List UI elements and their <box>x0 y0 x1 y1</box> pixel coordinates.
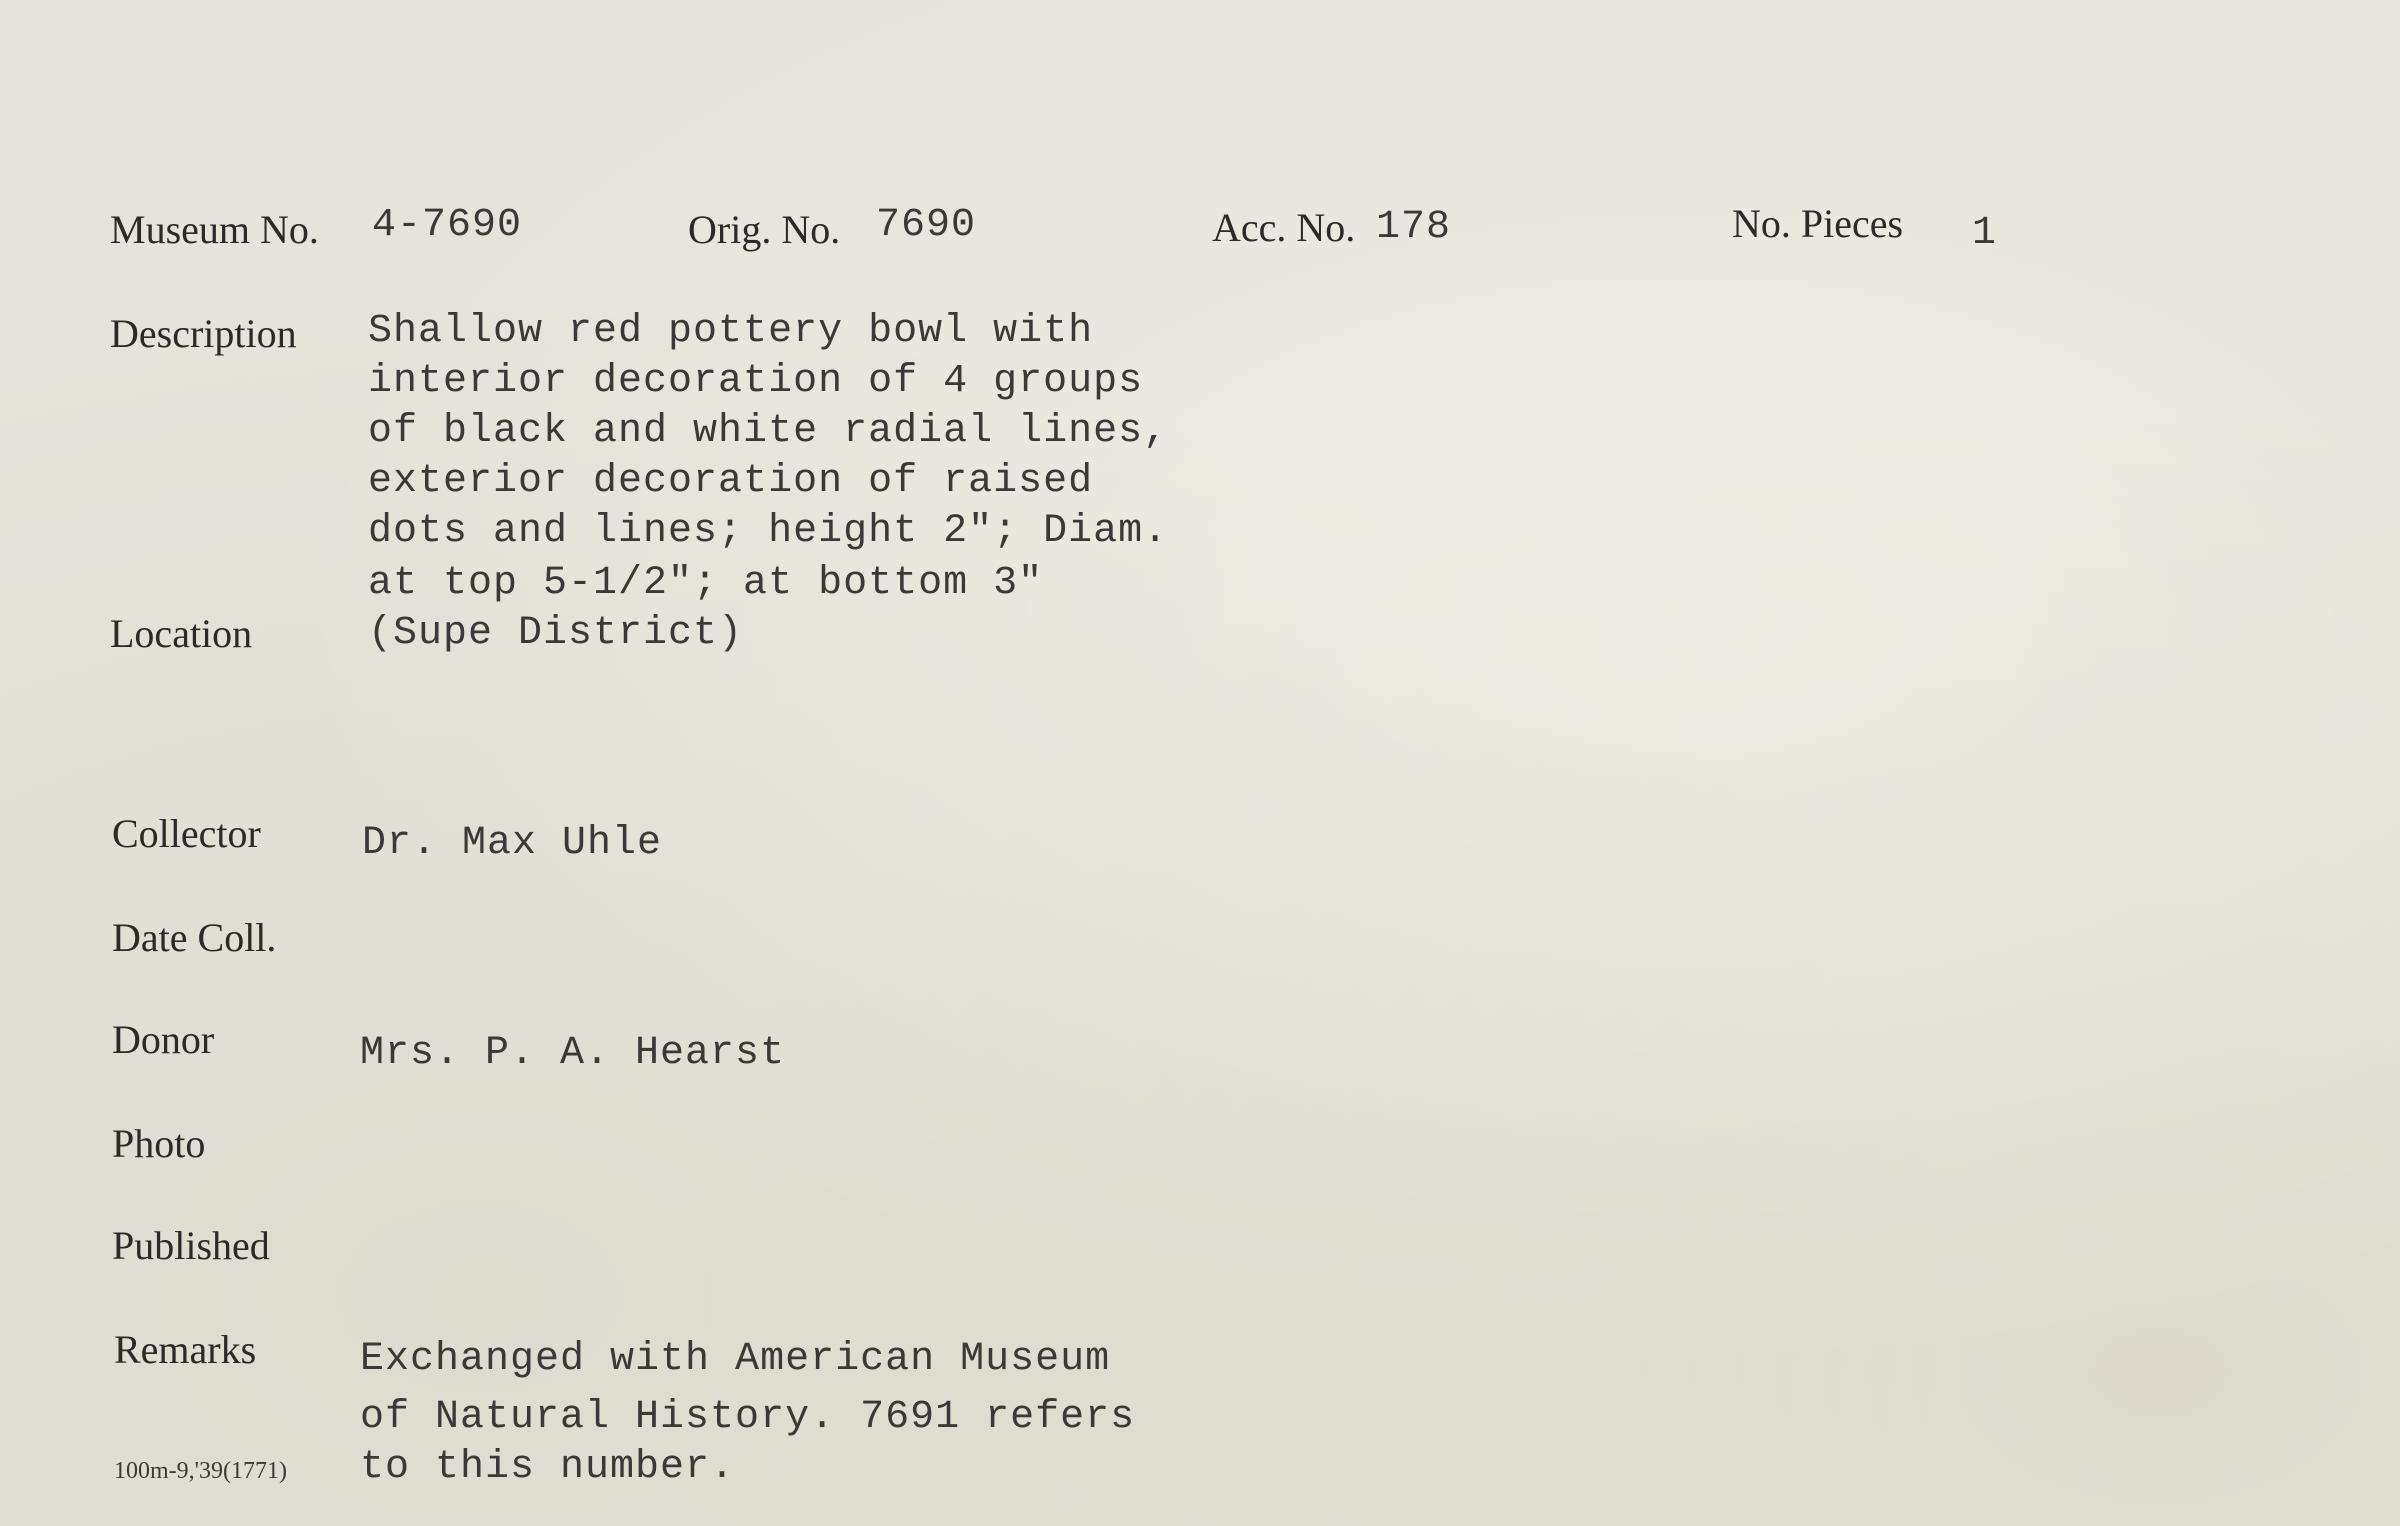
no-pieces-label: No. Pieces <box>1732 201 1904 246</box>
description-label: Description <box>110 311 297 356</box>
orig-no-value: 7690 <box>876 203 977 248</box>
collector-label: Collector <box>112 811 261 856</box>
photo-label: Photo <box>112 1121 206 1166</box>
remarks-line: to this number. <box>360 1445 736 1490</box>
orig-no-label: Orig. No. <box>688 207 841 252</box>
date-coll-label: Date Coll. <box>112 915 277 960</box>
remarks-line: of Natural History. 7691 refers <box>360 1395 1136 1440</box>
museum-no-label: Museum No. <box>110 207 319 252</box>
acc-no-value: 178 <box>1376 205 1452 250</box>
location-label: Location <box>110 611 253 656</box>
print-code: 100m-9,'39(1771) <box>114 1458 287 1484</box>
description-line: exterior decoration of raised <box>368 459 1094 504</box>
description-line: of black and white radial lines, <box>368 409 1169 454</box>
description-line: Shallow red pottery bowl with <box>368 309 1094 354</box>
no-pieces-value: 1 <box>1972 211 1998 256</box>
remarks-label: Remarks <box>114 1327 257 1372</box>
description-line: interior decoration of 4 groups <box>368 359 1144 404</box>
remarks-line: Exchanged with American Museum <box>360 1337 1111 1382</box>
donor-value: Mrs. P. A. Hearst <box>360 1031 786 1076</box>
description-line: dots and lines; height 2"; Diam. <box>368 509 1169 554</box>
description-line: (Supe District) <box>368 611 744 656</box>
acc-no-label: Acc. No. <box>1212 205 1356 250</box>
collector-value: Dr. Max Uhle <box>362 821 663 866</box>
published-label: Published <box>112 1223 270 1268</box>
description-line: at top 5-1/2"; at bottom 3" <box>368 561 1044 606</box>
donor-label: Donor <box>112 1017 215 1062</box>
museum-no-value: 4-7690 <box>372 203 523 248</box>
